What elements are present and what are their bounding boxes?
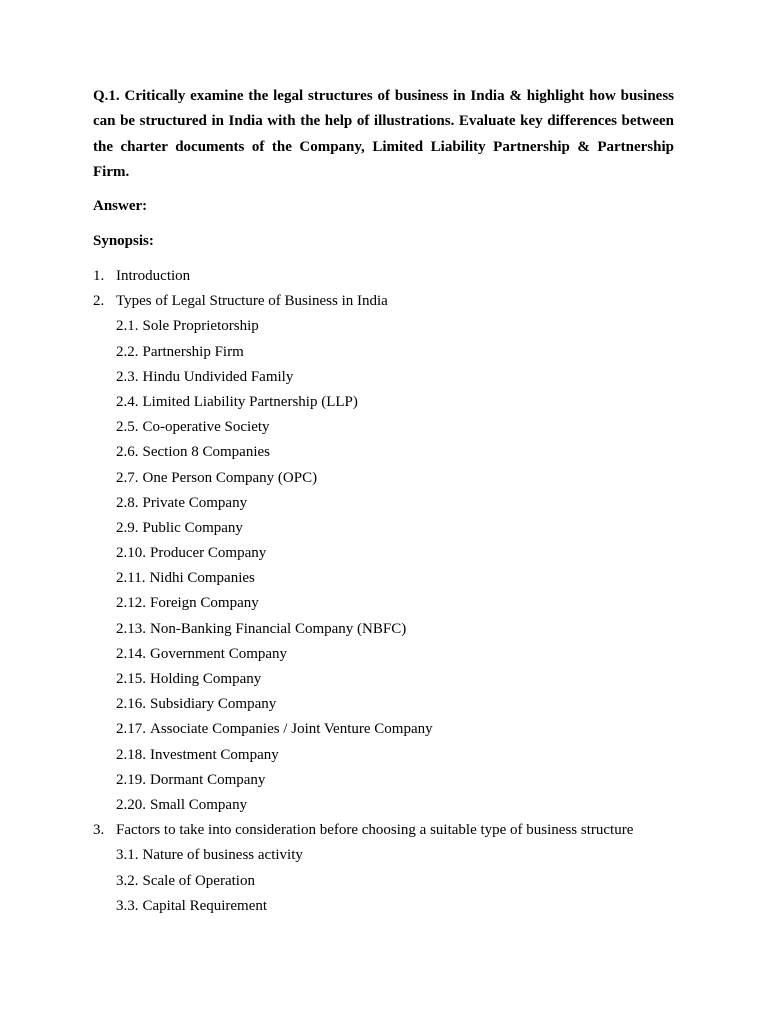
outline-item-number: 2.13.	[116, 620, 146, 637]
outline-item-text: Section 8 Companies	[142, 444, 270, 461]
answer-label: Answer:	[93, 198, 148, 214]
outline-item-text: Nature of business activity	[142, 847, 303, 864]
outline-item-number: 3.1.	[116, 847, 139, 864]
outline-item-number: 2.1.	[116, 318, 139, 335]
outline-item-number: 3.	[93, 822, 105, 839]
outline-item-text: Small Company	[150, 796, 248, 813]
outline-item-number: 2.10.	[116, 545, 146, 562]
outline-item-number: 2.15.	[116, 671, 146, 687]
outline-item-text: Holding Company	[150, 671, 262, 687]
outline-subitem	[93, 516, 693, 541]
outline-item-text: Scale of Operation	[142, 872, 255, 889]
outline-item-text: Introduction	[116, 268, 191, 284]
outline-item-number: 2.9.	[116, 519, 139, 536]
outline-subitem	[93, 717, 693, 742]
outline-item-text: Foreign Company	[150, 595, 259, 612]
synopsis-outline	[93, 264, 693, 919]
outline-item-number: 2.	[93, 293, 105, 310]
outline-item-text: Investment Company	[150, 746, 279, 763]
synopsis-label: Synopsis:	[93, 233, 154, 249]
outline-item-number: 2.16.	[116, 696, 146, 713]
outline-subitem	[93, 843, 693, 868]
outline-item-number: 2.18.	[116, 746, 146, 763]
outline-item-number: 2.8.	[116, 494, 139, 511]
outline-item-text: Associate Companies / Joint Venture Company	[150, 721, 433, 738]
outline-item-number: 3.2.	[116, 872, 139, 889]
outline-item-text: Dormant Company	[150, 771, 266, 788]
outline-item-text: One Person Company (OPC)	[142, 469, 318, 486]
outline-item-text: Public Company	[142, 519, 243, 536]
outline-item-text: Government Company	[150, 645, 288, 662]
outline-item-number: 2.3.	[116, 368, 139, 385]
outline-item-number: 2.19.	[116, 771, 146, 788]
question-text: Q.1. Critically examine the legal structures of business in India & highlight how business can be structured in India with the help of illustrations. Evaluate key differences between the charter documents of the Company, Limited Liability Partnership & Partnership Firm.	[93, 88, 674, 180]
outline-item-number: 3.3.	[116, 897, 139, 914]
outline-item-number: 2.6.	[116, 444, 139, 461]
outline-item-number: 2.7.	[116, 469, 139, 486]
outline-subitem	[93, 793, 693, 818]
outline-item-text: Factors to take into consideration before choosing a suitable type of business structure	[116, 822, 634, 839]
outline-subitem	[93, 466, 693, 491]
outline-subitem	[93, 667, 693, 692]
outline-subitem	[93, 869, 693, 894]
outline-item-text: Non-Banking Financial Company (NBFC)	[150, 620, 407, 637]
outline-item-text: Producer Company	[150, 545, 267, 562]
outline-subitem	[93, 340, 693, 365]
outline-subitem	[93, 894, 693, 919]
outline-item-text: Co-operative Society	[142, 419, 270, 436]
outline-item-number: 2.11.	[116, 570, 146, 587]
outline-item-text: Types of Legal Structure of Business in India	[116, 293, 388, 310]
outline-item-text: Partnership Firm	[142, 343, 244, 360]
outline-item-text: Subsidiary Company	[150, 696, 277, 713]
outline-item	[93, 818, 693, 843]
outline-subitem	[93, 591, 693, 616]
outline-item-number: 2.14.	[116, 645, 146, 662]
outline-item-number: 2.12.	[116, 595, 146, 612]
outline-subitem	[93, 440, 693, 465]
outline-item-text: Private Company	[142, 494, 248, 511]
outline-item	[93, 264, 693, 289]
outline-subitem	[93, 541, 693, 566]
outline-item-text: Limited Liability Partnership (LLP)	[142, 393, 358, 410]
outline-subitem	[93, 415, 693, 440]
outline-subitem	[93, 768, 693, 793]
outline-subitem	[93, 566, 693, 591]
outline-subitem	[93, 642, 693, 667]
outline-subitem	[93, 491, 693, 516]
outline-subitem	[93, 692, 693, 717]
outline-item-number: 2.20.	[116, 796, 146, 813]
outline-item-number: 2.5.	[116, 419, 139, 436]
outline-subitem	[93, 314, 693, 339]
outline-subitem	[93, 365, 693, 390]
outline-item-number: 1.	[93, 268, 105, 284]
outline-item-text: Nidhi Companies	[149, 570, 255, 587]
outline-subitem	[93, 617, 693, 642]
outline-item-text: Hindu Undivided Family	[142, 368, 294, 385]
outline-subitem	[93, 743, 693, 768]
outline-item-number: 2.17.	[116, 721, 146, 738]
outline-item-number: 2.2.	[116, 343, 139, 360]
outline-item-number: 2.4.	[116, 393, 139, 410]
outline-item	[93, 289, 693, 314]
outline-item-text: Capital Requirement	[142, 897, 268, 914]
outline-subitem	[93, 390, 693, 415]
outline-item-text: Sole Proprietorship	[142, 318, 259, 335]
